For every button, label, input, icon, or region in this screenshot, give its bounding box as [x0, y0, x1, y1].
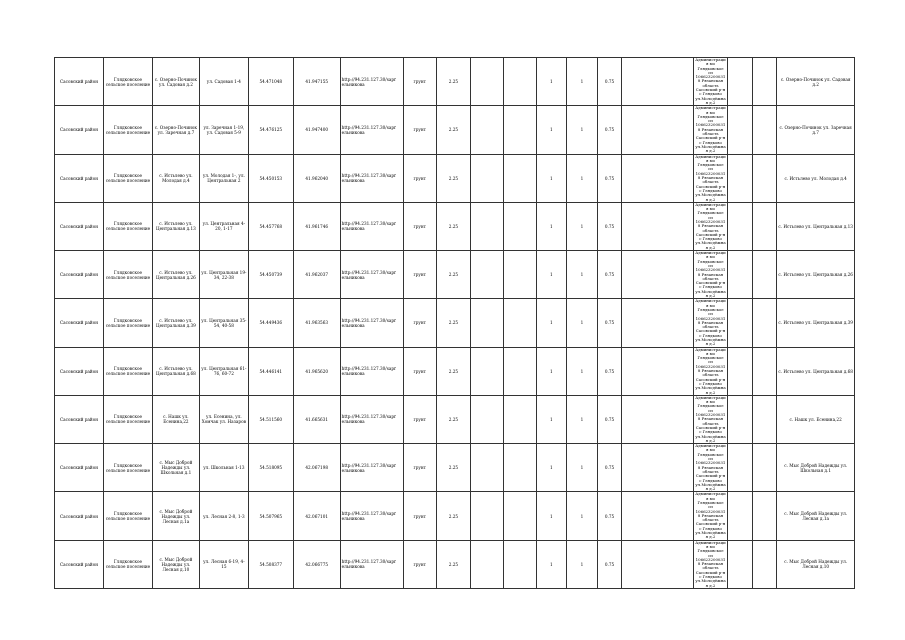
empty-cell [503, 106, 536, 154]
streets-cell: ул. Заречная 1-19, ул. Садовая 5-9 [199, 106, 248, 154]
owner-cell: Администрация мо Глядковское сп 1066232000318 Рязанская область Сасовский р-н с Глядково ул.Молодёжная д.2 [693, 58, 728, 106]
longitude-cell: 41.961746 [293, 202, 340, 250]
owner-cell: Администрация мо Глядковское сп 1066232000318 Рязанская область Сасовский р-н с Глядково ул.Молодёжная д.2 [693, 444, 728, 492]
surface-cell: грунт [403, 251, 436, 299]
district-cell: Сасовский район [55, 154, 104, 202]
container-count-cell: 1 [536, 395, 567, 443]
surface-cell: грунт [403, 202, 436, 250]
empty-cell [728, 154, 752, 202]
latitude-cell: 54.450739 [248, 251, 293, 299]
empty-cell [471, 444, 504, 492]
empty-cell [622, 492, 693, 540]
empty-cell [471, 154, 504, 202]
settlement-cell: Глядковское сельское поселение [103, 154, 152, 202]
source-address-cell: с. Истьлево ул. Центральная д.39 [777, 299, 855, 347]
address-cell: с. Мыс Доброй Надежды ул. Лесная д.10 [152, 540, 199, 588]
empty-cell [622, 444, 693, 492]
settlement-cell: Глядковское сельское поселение [103, 106, 152, 154]
url-cell: http://94.231.127.30/sapr ельникова [340, 202, 403, 250]
source-address-cell: с. Мыс Доброй Надежды ул. Школьная д.1 [777, 444, 855, 492]
owner-cell: Администрация мо Глядковское сп 1066232000318 Рязанская область Сасовский р-н с Глядково ул.Молодёжная д.2 [693, 347, 728, 395]
empty-cell [752, 58, 776, 106]
owner-cell: Администрация мо Глядковское сп 1066232000318 Рязанская область Сасовский р-н с Глядково ул.Молодёжная д.2 [693, 395, 728, 443]
url-cell: http://94.231.127.30/sapr ельникова [340, 154, 403, 202]
owner-cell: Администрация мо Глядковское сп 1066232000318 Рязанская область Сасовский р-н с Глядково ул.Молодёжная д.2 [693, 251, 728, 299]
district-cell: Сасовский район [55, 347, 104, 395]
empty-cell [503, 154, 536, 202]
container-count-cell: 1 [567, 251, 598, 299]
empty-cell [728, 106, 752, 154]
longitude-cell: 41.962040 [293, 154, 340, 202]
streets-cell: ул. Есенина, ул. Хомчак ул. Назаров [199, 395, 248, 443]
latitude-cell: 54.508377 [248, 540, 293, 588]
waste-sites-table [54, 57, 855, 589]
streets-cell: ул. Центральная 4-20, 1-17 [199, 202, 248, 250]
empty-cell [503, 347, 536, 395]
surface-cell: грунт [403, 154, 436, 202]
empty-cell [503, 202, 536, 250]
empty-cell [728, 58, 752, 106]
latitude-cell: 54.449436 [248, 299, 293, 347]
container-count-cell: 1 [567, 492, 598, 540]
empty-cell [622, 299, 693, 347]
empty-cell [471, 540, 504, 588]
source-address-cell: с. Мыс Доброй Надежды ул. Лесная д.1а [777, 492, 855, 540]
longitude-cell: 41.665631 [293, 395, 340, 443]
empty-cell [471, 202, 504, 250]
empty-cell [622, 347, 693, 395]
url-cell: http://94.231.127.30/sapr ельникова [340, 395, 403, 443]
area-cell: 2.25 [436, 492, 471, 540]
address-cell: с. Истьлево ул. Центральная д.13 [152, 202, 199, 250]
empty-cell [728, 251, 752, 299]
district-cell: Сасовский район [55, 540, 104, 588]
empty-cell [503, 58, 536, 106]
area-cell: 2.25 [436, 444, 471, 492]
settlement-cell: Глядковское сельское поселение [103, 347, 152, 395]
empty-cell [471, 299, 504, 347]
url-cell: http://94.231.127.30/sapr ельникова [340, 347, 403, 395]
empty-cell [503, 395, 536, 443]
streets-cell: ул. Молодая 1-, ул. Центральная 2 [199, 154, 248, 202]
empty-cell [752, 251, 776, 299]
url-cell: http://94.231.127.30/sapr ельникова [340, 58, 403, 106]
area-cell: 2.25 [436, 251, 471, 299]
table-row [55, 492, 855, 540]
address-cell: с. Истьлево ул. Молодая д.4 [152, 154, 199, 202]
source-address-cell: с. Истьлево ул. Центральная д.68 [777, 347, 855, 395]
area-cell: 2.25 [436, 347, 471, 395]
area-cell: 2.25 [436, 106, 471, 154]
container-count-cell: 1 [567, 444, 598, 492]
latitude-cell: 54.471048 [248, 58, 293, 106]
owner-cell: Администрация мо Глядковское сп 1066232000318 Рязанская область Сасовский р-н с Глядково ул.Молодёжная д.2 [693, 154, 728, 202]
address-cell: с. Озерно-Починок ул. Садовая д.2 [152, 58, 199, 106]
latitude-cell: 54.518095 [248, 444, 293, 492]
empty-cell [752, 202, 776, 250]
district-cell: Сасовский район [55, 202, 104, 250]
address-cell: с. Нашк ул. Есенина,22 [152, 395, 199, 443]
address-cell: с. Мыс Доброй Надежды ул. Лесная д.1а [152, 492, 199, 540]
container-count-cell: 1 [567, 106, 598, 154]
url-cell: http://94.231.127.30/sapr ельникова [340, 299, 403, 347]
url-cell: http://94.231.127.30/sapr ельникова [340, 444, 403, 492]
empty-cell [503, 251, 536, 299]
surface-cell: грунт [403, 540, 436, 588]
settlement-cell: Глядковское сельское поселение [103, 251, 152, 299]
container-count-cell: 1 [536, 492, 567, 540]
address-cell: с. Мыс Доброй Надежды ул. Школьная д.1 [152, 444, 199, 492]
empty-cell [752, 347, 776, 395]
owner-cell: Администрация мо Глядковское сп 1066232000318 Рязанская область Сасовский р-н с Глядково ул.Молодёжная д.2 [693, 492, 728, 540]
district-cell: Сасовский район [55, 299, 104, 347]
surface-cell: грунт [403, 106, 436, 154]
table-row [55, 540, 855, 588]
surface-cell: грунт [403, 395, 436, 443]
streets-cell: ул. Центральная 35-54, 40-58 [199, 299, 248, 347]
url-cell: http://94.231.127.30/sapr ельникова [340, 540, 403, 588]
table-row [55, 202, 855, 250]
surface-cell: грунт [403, 492, 436, 540]
settlement-cell: Глядковское сельское поселение [103, 299, 152, 347]
empty-cell [503, 492, 536, 540]
empty-cell [622, 58, 693, 106]
longitude-cell: 41.947400 [293, 106, 340, 154]
url-cell: http://94.231.127.30/sapr ельникова [340, 251, 403, 299]
volume-cell: 0.75 [597, 395, 621, 443]
streets-cell: ул. Центральная 61-76, 60-72 [199, 347, 248, 395]
address-cell: с. Истьлево ул. Центральная д.68 [152, 347, 199, 395]
surface-cell: грунт [403, 444, 436, 492]
container-count-cell: 1 [567, 202, 598, 250]
empty-cell [622, 106, 693, 154]
latitude-cell: 54.507965 [248, 492, 293, 540]
container-count-cell: 1 [536, 540, 567, 588]
container-count-cell: 1 [536, 444, 567, 492]
table-row [55, 299, 855, 347]
empty-cell [728, 299, 752, 347]
longitude-cell: 41.962037 [293, 251, 340, 299]
surface-cell: грунт [403, 299, 436, 347]
owner-cell: Администрация мо Глядковское сп 1066232000318 Рязанская область Сасовский р-н с Глядково ул.Молодёжная д.2 [693, 540, 728, 588]
volume-cell: 0.75 [597, 540, 621, 588]
empty-cell [752, 299, 776, 347]
volume-cell: 0.75 [597, 444, 621, 492]
district-cell: Сасовский район [55, 395, 104, 443]
source-address-cell: с. Озерно-Починок ул. Садовая д.2 [777, 58, 855, 106]
streets-cell: ул. Школьная 1-13 [199, 444, 248, 492]
area-cell: 2.25 [436, 202, 471, 250]
container-count-cell: 1 [536, 58, 567, 106]
empty-cell [622, 154, 693, 202]
empty-cell [503, 540, 536, 588]
source-address-cell: с. Озерно-Починок ул. Заречная д.7 [777, 106, 855, 154]
surface-cell: грунт [403, 58, 436, 106]
table-row [55, 154, 855, 202]
empty-cell [728, 202, 752, 250]
latitude-cell: 54.450153 [248, 154, 293, 202]
table-row [55, 347, 855, 395]
volume-cell: 0.75 [597, 58, 621, 106]
container-count-cell: 1 [536, 154, 567, 202]
district-cell: Сасовский район [55, 492, 104, 540]
streets-cell: ул. Садовая 1-4 [199, 58, 248, 106]
streets-cell: ул. Центральная 19-34, 22-38 [199, 251, 248, 299]
empty-cell [728, 395, 752, 443]
settlement-cell: Глядковское сельское поселение [103, 444, 152, 492]
empty-cell [752, 540, 776, 588]
empty-cell [728, 492, 752, 540]
container-count-cell: 1 [536, 202, 567, 250]
streets-cell: ул. Лесная 6-19, 4-15 [199, 540, 248, 588]
container-count-cell: 1 [536, 299, 567, 347]
settlement-cell: Глядковское сельское поселение [103, 492, 152, 540]
district-cell: Сасовский район [55, 251, 104, 299]
area-cell: 2.25 [436, 58, 471, 106]
longitude-cell: 42.067101 [293, 492, 340, 540]
source-address-cell: с. Истьлево ул. Центральная д.26 [777, 251, 855, 299]
owner-cell: Администрация мо Глядковское сп 1066232000318 Рязанская область Сасовский р-н с Глядково ул.Молодёжная д.2 [693, 299, 728, 347]
empty-cell [752, 395, 776, 443]
table-row [55, 444, 855, 492]
container-count-cell: 1 [536, 251, 567, 299]
latitude-cell: 54.511560 [248, 395, 293, 443]
container-count-cell: 1 [567, 395, 598, 443]
address-cell: с. Озерно-Починок ул. Заречная д.7 [152, 106, 199, 154]
district-cell: Сасовский район [55, 58, 104, 106]
table-row [55, 106, 855, 154]
empty-cell [471, 251, 504, 299]
longitude-cell: 42.067198 [293, 444, 340, 492]
empty-cell [622, 251, 693, 299]
container-count-cell: 1 [567, 540, 598, 588]
empty-cell [752, 106, 776, 154]
empty-cell [728, 347, 752, 395]
source-address-cell: с. Нашк ул. Есенина,22 [777, 395, 855, 443]
empty-cell [622, 202, 693, 250]
container-count-cell: 1 [567, 58, 598, 106]
volume-cell: 0.75 [597, 154, 621, 202]
district-cell: Сасовский район [55, 106, 104, 154]
settlement-cell: Глядковское сельское поселение [103, 58, 152, 106]
settlement-cell: Глядковское сельское поселение [103, 202, 152, 250]
area-cell: 2.25 [436, 299, 471, 347]
empty-cell [471, 106, 504, 154]
source-address-cell: с. Истьлево ул. Молодая д.4 [777, 154, 855, 202]
address-cell: с. Истьлево ул. Центральная д.39 [152, 299, 199, 347]
empty-cell [471, 347, 504, 395]
longitude-cell: 41.947155 [293, 58, 340, 106]
container-count-cell: 1 [567, 299, 598, 347]
volume-cell: 0.75 [597, 251, 621, 299]
longitude-cell: 41.963563 [293, 299, 340, 347]
container-count-cell: 1 [567, 154, 598, 202]
table-row [55, 395, 855, 443]
source-address-cell: с. Мыс Доброй Надежды ул. Лесная д.10 [777, 540, 855, 588]
empty-cell [622, 395, 693, 443]
volume-cell: 0.75 [597, 347, 621, 395]
table-body [55, 58, 855, 589]
area-cell: 2.25 [436, 154, 471, 202]
latitude-cell: 54.476125 [248, 106, 293, 154]
district-cell: Сасовский район [55, 444, 104, 492]
longitude-cell: 41.965620 [293, 347, 340, 395]
empty-cell [752, 444, 776, 492]
volume-cell: 0.75 [597, 299, 621, 347]
latitude-cell: 54.457768 [248, 202, 293, 250]
empty-cell [471, 58, 504, 106]
container-count-cell: 1 [536, 106, 567, 154]
empty-cell [471, 492, 504, 540]
settlement-cell: Глядковское сельское поселение [103, 395, 152, 443]
streets-cell: ул. Лесная 2-8, 1-3 [199, 492, 248, 540]
owner-cell: Администрация мо Глядковское сп 1066232000318 Рязанская область Сасовский р-н с Глядково ул.Молодёжная д.2 [693, 106, 728, 154]
table-row [55, 251, 855, 299]
surface-cell: грунт [403, 347, 436, 395]
latitude-cell: 54.446141 [248, 347, 293, 395]
volume-cell: 0.75 [597, 492, 621, 540]
settlement-cell: Глядковское сельское поселение [103, 540, 152, 588]
empty-cell [471, 395, 504, 443]
url-cell: http://94.231.127.30/sapr ельникова [340, 106, 403, 154]
url-cell: http://94.231.127.30/sapr ельникова [340, 492, 403, 540]
empty-cell [622, 540, 693, 588]
owner-cell: Администрация мо Глядковское сп 1066232000318 Рязанская область Сасовский р-н с Глядково ул.Молодёжная д.2 [693, 202, 728, 250]
volume-cell: 0.75 [597, 106, 621, 154]
empty-cell [728, 444, 752, 492]
empty-cell [752, 154, 776, 202]
container-count-cell: 1 [567, 347, 598, 395]
empty-cell [728, 540, 752, 588]
area-cell: 2.25 [436, 540, 471, 588]
empty-cell [503, 299, 536, 347]
table-row [55, 58, 855, 106]
area-cell: 2.25 [436, 395, 471, 443]
empty-cell [752, 492, 776, 540]
source-address-cell: с. Истьлево ул. Центральная д.13 [777, 202, 855, 250]
longitude-cell: 42.066775 [293, 540, 340, 588]
volume-cell: 0.75 [597, 202, 621, 250]
container-count-cell: 1 [536, 347, 567, 395]
empty-cell [503, 444, 536, 492]
address-cell: с. Истьлево ул. Центральная д.26 [152, 251, 199, 299]
